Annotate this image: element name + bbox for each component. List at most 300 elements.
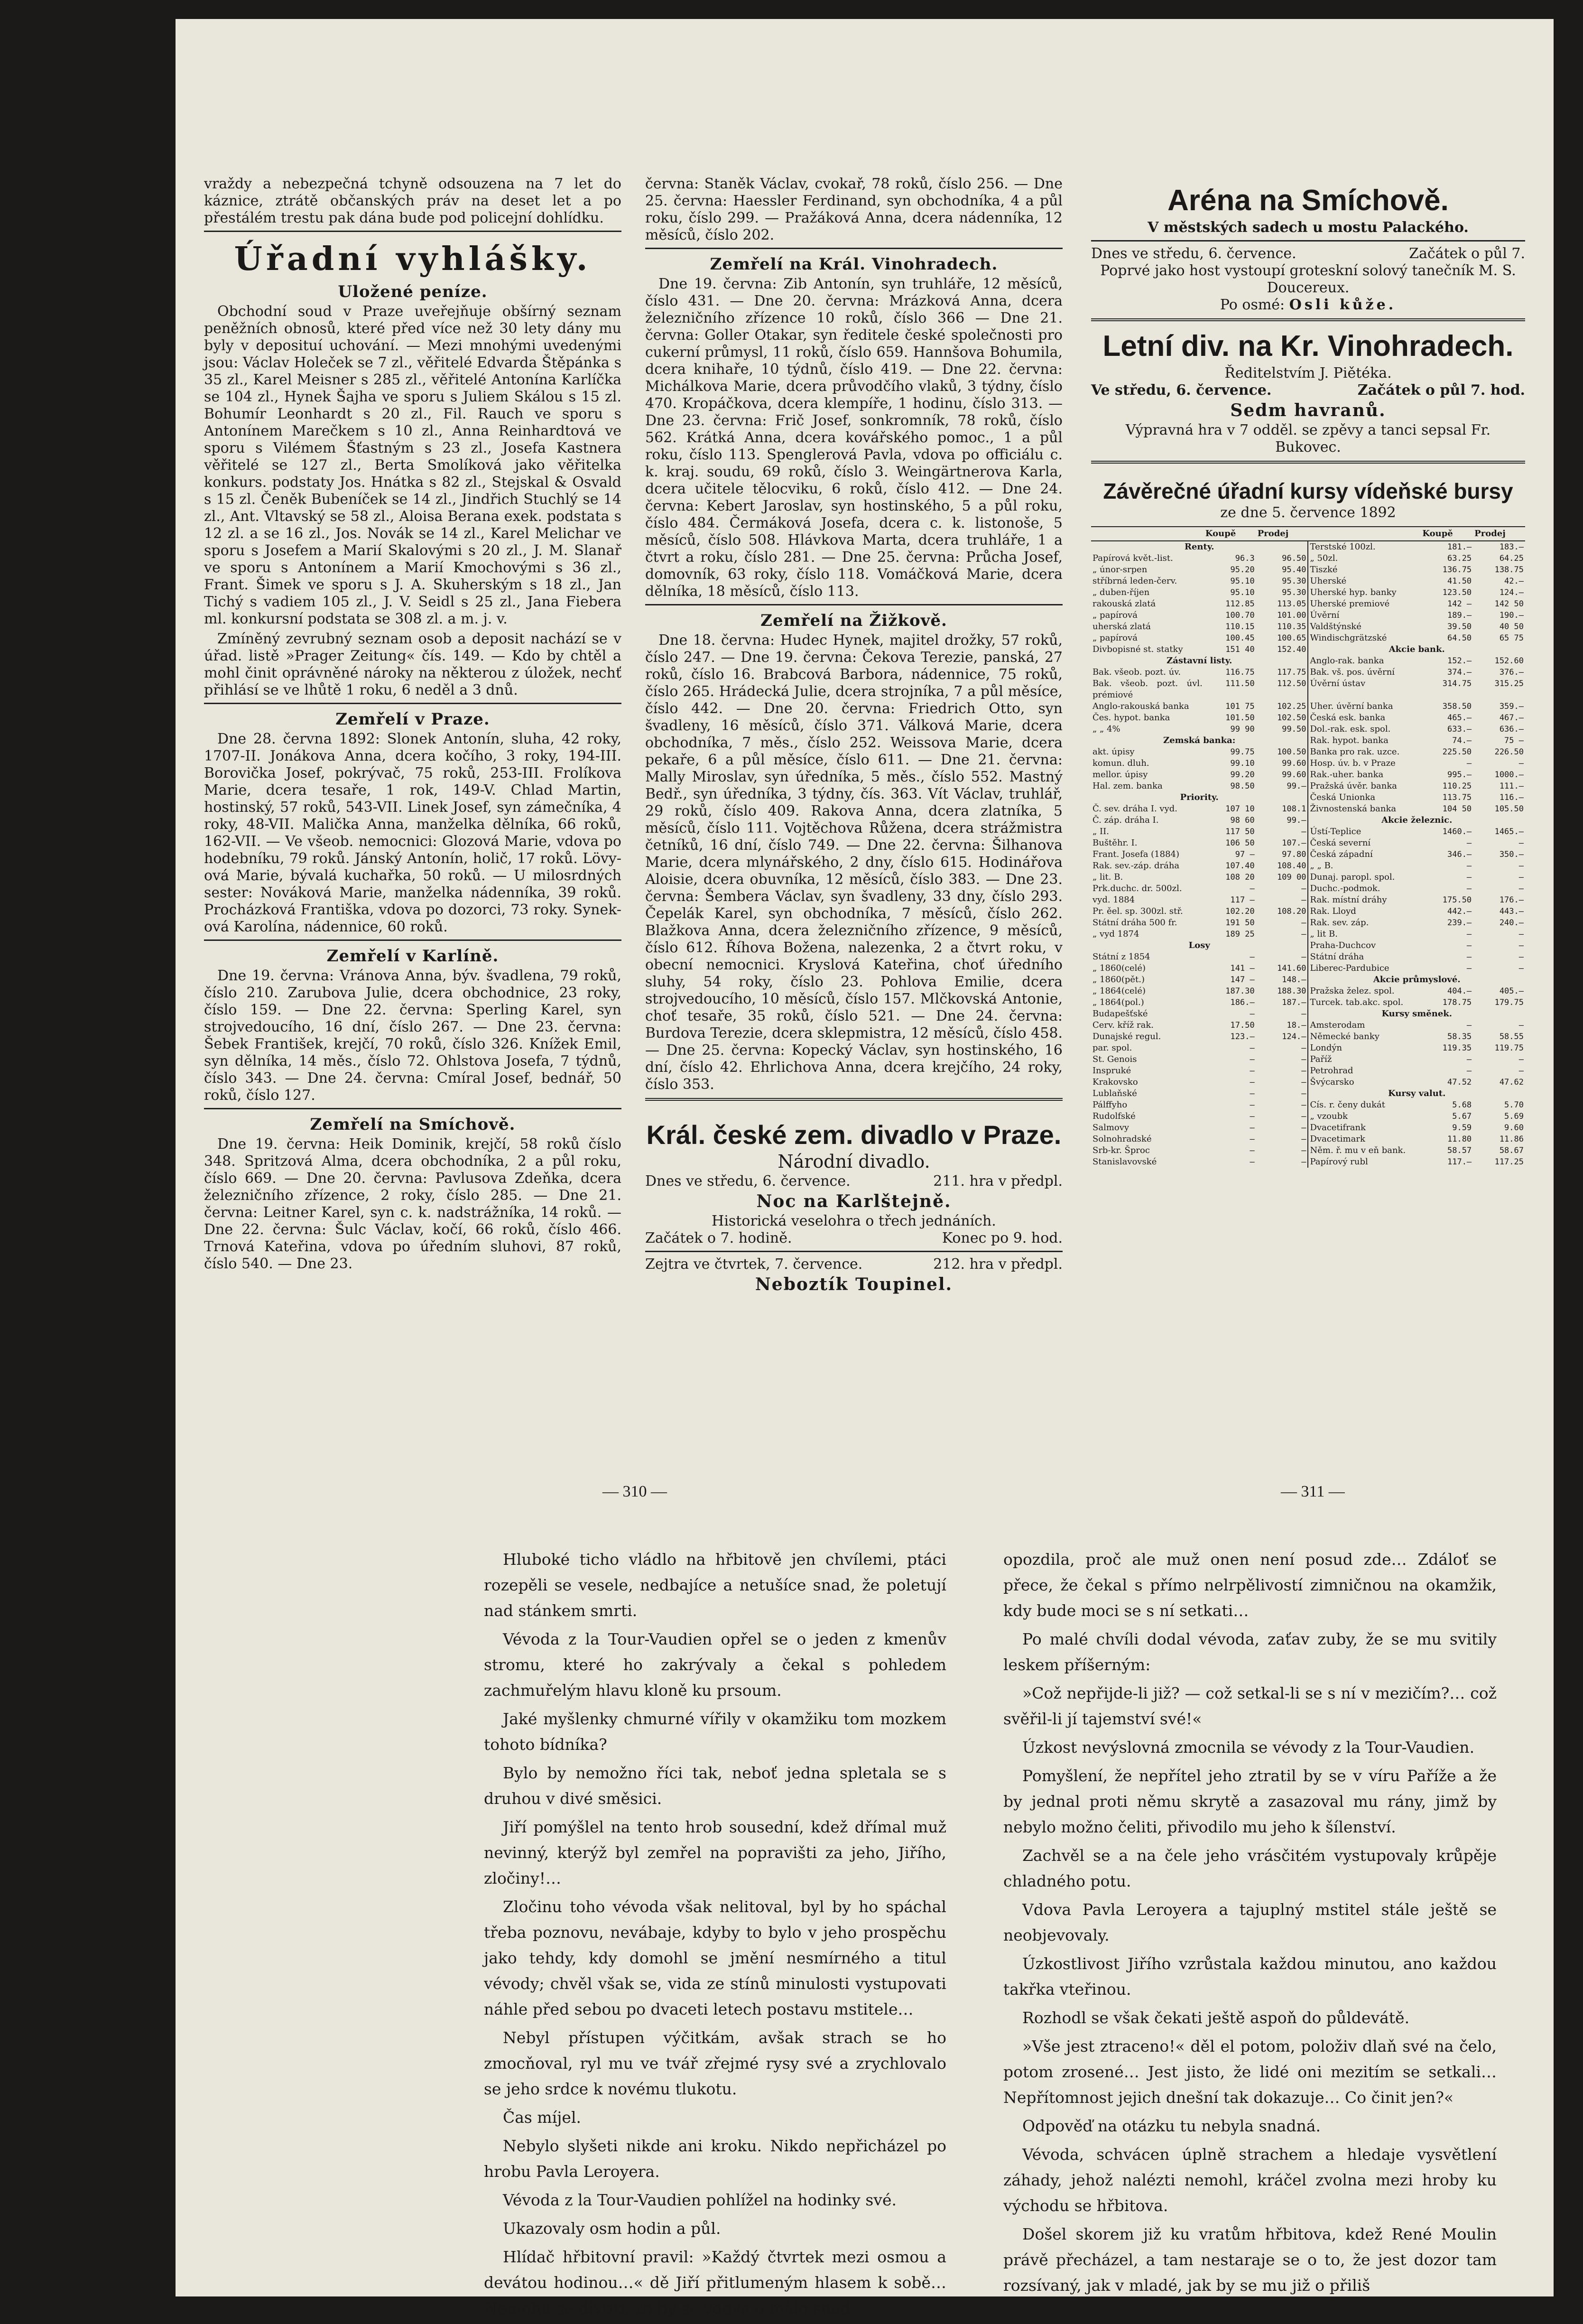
bourse-sell-value: 95.30 [1282, 588, 1306, 597]
bourse-sell-value: 18.— [1287, 1021, 1306, 1030]
bourse-sell-value: 113.05 [1277, 599, 1306, 609]
bourse-section-label: Akcie bank. [1308, 644, 1525, 655]
bourse-security-name: Rak. Lloyd [1308, 906, 1421, 917]
novel-paragraph: Vévoda z la Tour-Vaudien pohlížel na hodinky své. [503, 2191, 897, 2209]
bourse-row [1091, 576, 1525, 587]
bourse-security-name: Úvěrní ústav [1308, 678, 1421, 701]
bourse-security-name: Státní dráha 500 fr. [1092, 918, 1177, 928]
bourse-row [1091, 712, 1525, 724]
novel-paragraph: Jiří pomýšlel na tento hrob sousední, kdež dřímal muž nevinný, kterýž byl zemřel na popravišti za jeho, Jiřího, zločiny!… [484, 1818, 946, 1887]
bourse-header-row [1091, 527, 1525, 541]
bourse-security-name: Amsterodam [1308, 1020, 1421, 1031]
bourse-row [1091, 1008, 1525, 1020]
bourse-section-label: Priority. [1180, 792, 1219, 802]
bourse-sell-value: — [1301, 1146, 1306, 1155]
bourse-security-name: Bak. vš. pos. úvěrní [1308, 667, 1421, 678]
bourse-section-label: Akcie průmyslové. [1308, 974, 1525, 985]
bourse-security-name: mellor. úpisy [1092, 770, 1148, 780]
bourse-security-name: „ vzoubk [1308, 1111, 1421, 1122]
bourse-buy-value: — [1250, 1078, 1255, 1087]
bourse-security-name: Budapešťské [1092, 1009, 1148, 1019]
bourse-buy-value: 187.30 [1225, 986, 1255, 996]
bourse-security-name: Uherské hyp. banky [1308, 587, 1421, 598]
bourse-buy-value: — [1466, 964, 1472, 973]
bourse-security-name: Ústí-Teplice [1308, 826, 1421, 837]
bourse-row [1091, 872, 1525, 883]
bourse-buy-value: 99.10 [1230, 759, 1255, 768]
deposits-paragraph: Obchodní soud v Praze uveřejňuje obšírný seznam peněžních obnosů, které před více než 30 lety dány mu byly v deposituí uchování. — Mezi mnohými uvedenými jsou: Václav Holeček se 7 zl., věřitelé Edvarda Štěpánka s 35 zl., Karel Meisner s 285 zl., věřitelé Antonína Karlíčka se 104 zl., Hynek Šajha ve sporu s Juliem Skálou s 15 zl. Bohumír Leonhardt s 20 zl., Fil. Rauch ve sporu s Antonínem Marečkem s 10 zl., Anna Reinhardtová ve sporu s Vilémem Šťastným s 23 zl., Josefa Kastnera věřitelé se 127 zl., Berta Smolíková jako věřitelka konkurs. podstaty Jos. Hnátka s 82 zl., Stejskal & Osvald s 15 zl. Čeněk Bubeníček se 14 zl., Jindřich Stuchlý se 14 zl., Ant. Vltavský se 58 zl., Aloisa Berana exek. podstata s 12 zl. a se 16 zl., Jos. Novák se 14 zl., Karel Melichar ve sporu s Josefem a Marií Skalovými s 20 zl., J. M. Slanař ve sporu s Antonínem a Marií Kmochovými s 36 zl., Frant. Šimek ve sporu s J. A. Skuherským s 18 zl., Jan Tichý s vadiem 105 zl., J. V. Seidl s 25 zl., Jana Fiebera ml. konkursní podstata se 308 zl. a m. j. v. [204, 303, 621, 627]
novel-column-right [1003, 1547, 1497, 2301]
deaths-vinohrady-text: Dne 19. června: Zib Antonín, syn truhláře, 12 měsíců, číslo 431. — Dne 20. června: Mrázková Anna, dcera železničního zřízence 10 roků, číslo 366 — Dne 21. června: Goller Otakar, syn ředitele české společnosti pro cukerní průmysl, 11 roků, číslo 659. Hannšova Bohumila, dcera knihaře, 10 týdnů, číslo 419. — Dne 22. června: Michálkova Marie, dcera průvodčího vlaků, 3 týdny, číslo 470. Kropáčkova, dcera klempíře, 1 hodinu, číslo 313. — Dne 23. června: Frič Josef, sonkromník, 78 roků, číslo 562. Krátká Anna, dcera kovářského pomoc., 1 a půl roku, číslo 113. Spenglerová Pavla, vdova po officiálu c. k. kraj. soudu, 69 roků, číslo 3. Weingärtnerova Karla, dcera učitele tělocviku, 6 roků, číslo 412. — Dne 24. června: Kebert Jaroslav, syn hostinského, 5 a půl roku, číslo 484. Čermáková Josefa, dcera c. k. listonoše, 5 měsíců, číslo 508. Hlávkova Marta, dcera truhláře, 1 a čtvrt a roku, číslo 281. — Dne 25. června: Průcha Josef, domovník, 63 roky, číslo 118. Vomáčková Marie, dcera dělníka, 18 měsíců, číslo 113. [645, 276, 1063, 600]
bourse-security-name: „ 1860(celé) [1092, 963, 1146, 973]
bourse-buy-value: 5.68 [1452, 1100, 1472, 1110]
bourse-security-name: komun. dluh. [1092, 758, 1149, 768]
novel-paragraph: Vévoda, schvácen úplně strachem a hledaje vysvětlení záhady, jehož nalézti nemohl, kráčel zvolna mezi hroby ku východu se hřbitova. [1003, 2145, 1497, 2215]
bourse-header-name [1091, 527, 1204, 541]
bourse-security-name: „ 1860(pět.) [1092, 975, 1145, 985]
summer-theatre-title: Letní div. na Kr. Vinohradech. [1102, 330, 1514, 363]
novel-paragraph: opozdila, proč ale muž onen není posud zde… Zdáloť se přece, že čekal s přímo nelrpělivostí zimničnou na okamžik, kdy bude moci se s ní setkati… [1003, 1550, 1497, 1620]
bourse-buy-value: — [1250, 1100, 1255, 1110]
bourse-sell-value: — [1301, 952, 1306, 962]
bourse-security-name: Státní z 1854 [1092, 952, 1150, 962]
bourse-sell-value: 176.— [1499, 895, 1524, 905]
bourse-sell-value: — [1518, 1066, 1524, 1076]
deaths-zizkov-text: Dne 18. června: Hudec Hynek, majitel drožky, 57 roků, číslo 247. — Dne 19. června: Čekova Terezie, panská, 27 roků, číslo 16. Brabcová Barbora, nádennice, 75 roků, číslo 265. Hrádecká Julie, dcera strojníka, 7 a půl měsíce, číslo 442. — Dne 20. června: Friedrich Otto, syn švadleny, 16 měsíců, číslo 371. Válková Marie, dcera obchodníka, 7 měs., číslo 252. Weissova Marie, dcera pekaře, 6 a půl měsíce, číslo 611. — Dne 21. června: Mally Miroslav, syn úředníka, 5 měs., číslo 552. Mastný Bedř., syn úředníka, 3 týdny, čís. 363. Vít Václav, truhlář, 29 roků, číslo 409. Rakova Anna, dcera zlatníka, 5 měsíců, číslo 111. Vojtěchova Růžena, dcera strážmistra četníků, 16 dní, číslo 749. — Dne 22. června: Šilhanova Marie, dcera mlynářského, 2 dny, číslo 615. Hodinářova Aloisie, dcera obuvníka, 12 měsíců, číslo 383. — Dne 23. června: Šembera Václav, syn švadleny, 33 dny, číslo 293. Čepelák Karel, syn obchodníka, 7 měsíců, číslo 262. Blažkova Anna, dcera železničního zřízence, 9 měsíců, číslo 612. Říhova Božena, nalezenka, 2 a čtvrt roku, v obecní nemocnici. Kryslová Kateřina, choť úředního sluhy, 54 roky, číslo 23. Pohlova Emilie, dcera strojvedoucího, 10 měsíců, číslo 157. Mlčkovská Antonie, choť tesaře, 35 roků, číslo 521. — Dne 24. června: Burdova Terezie, dcera sklepmistra, 12 měsíců, číslo 458. — Dne 25. června: Kopecký Václav, syn hostinského, 16 dní, číslo 42. Ehrlichova Anna, dcera krejčího, 24 roky, číslo 353. [645, 632, 1063, 1093]
bourse-row [1091, 1156, 1525, 1168]
bourse-security-name: Rak. hypot. banka [1308, 735, 1421, 746]
bourse-sell-value: 315.25 [1494, 679, 1524, 688]
novel-paragraph: Úzkostlivost Jiřího vzrůstala každou minutou, ano každou takřka vteřinou. [1003, 1954, 1497, 1999]
novel-paragraph: Čas míjel. [503, 2108, 581, 2127]
bourse-buy-value: 107 10 [1225, 804, 1255, 814]
bourse-row [1091, 1134, 1525, 1145]
bourse-sell-value: 99.— [1287, 781, 1306, 791]
bourse-buy-value: 108 20 [1225, 873, 1255, 882]
bourse-security-name: Liberec-Pardubice [1308, 963, 1421, 974]
bourse-sell-value: 117.25 [1494, 1157, 1524, 1167]
subheading-deaths-vinohrady: Zemřelí na Král. Vinohradech. [710, 255, 998, 274]
bourse-sell-value: 101.00 [1277, 611, 1306, 620]
bourse-security-name: Bak. všeob. pozt. úvl. prémiové [1092, 679, 1203, 700]
bourse-buy-value: 106 50 [1225, 838, 1255, 848]
bourse-sell-value: 152.40 [1277, 645, 1306, 654]
bourse-section-label: Akcie železnic. [1308, 815, 1525, 826]
bourse-security-name: „ „ B. [1308, 860, 1421, 872]
bourse-row [1091, 758, 1525, 769]
bourse-security-name: Hal. zem. banka [1092, 781, 1163, 791]
bourse-buy-value: 39.50 [1447, 622, 1472, 632]
bourse-row [1091, 803, 1525, 815]
top-page-spread [204, 176, 1525, 1480]
bourse-buy-value: 442.— [1447, 907, 1472, 916]
bourse-body [1091, 541, 1525, 1168]
novel-paragraph: »Což nepřijde-li již? — což setkal-li se s ní v mezičím?… což svěřil-li jí tajemství své!« [1003, 1684, 1497, 1728]
bourse-row [1091, 1088, 1525, 1099]
bourse-security-name: Anglo-rakouská banka [1092, 701, 1189, 711]
bourse-sell-value: 443.— [1499, 907, 1524, 916]
bourse-buy-value: 17.50 [1230, 1021, 1255, 1030]
bourse-security-name: Německé banky [1308, 1031, 1421, 1042]
bourse-buy-value: 225.50 [1442, 747, 1472, 757]
bourse-sell-value: 152.60 [1494, 656, 1524, 666]
theatre-today-perf: 211. hra v předpl. [933, 1173, 1063, 1190]
bourse-security-name: vyd. 1884 [1092, 895, 1135, 905]
bourse-buy-value: 9.59 [1452, 1123, 1472, 1133]
bourse-buy-value: 186.— [1230, 998, 1255, 1007]
bourse-security-name: „ II. [1092, 827, 1109, 837]
bourse-security-name: Cerv. kříž rak. [1092, 1020, 1154, 1030]
column-right [1091, 176, 1525, 1168]
bourse-buy-value: 142 — [1447, 599, 1472, 609]
bourse-section-label: Losy [1188, 940, 1210, 950]
arena-date: Dnes ve středu, 6. července. [1091, 245, 1296, 262]
bourse-sell-value: 142 50 [1494, 599, 1524, 609]
novel-paragraph: Zločinu toho vévoda však nelitoval, byl by ho spáchal třeba poznovu, nevábaje, kdyby to bylo v jeho prospěchu jako tehdy, kdy domohl se jmění nesmírného a titul vévody; chvěl však se, vida ze stínů minulosti vystupovati náhle před sebou po dvaceti letech postavu mstitele… [484, 1897, 946, 2018]
bourse-sell-value: 636.— [1499, 725, 1524, 734]
bourse-row [1091, 632, 1525, 644]
column-middle [645, 176, 1063, 1296]
bourse-buy-value: — [1466, 838, 1472, 848]
bourse-sell-value: — [1301, 918, 1306, 928]
bourse-row [1091, 1099, 1525, 1111]
bourse-sell-value: 105.50 [1494, 804, 1524, 814]
novel-paragraph: Zachvěl se a na čele jeho vrásčitém vystupovaly krůpěje chladného potu. [1003, 1846, 1497, 1890]
bourse-security-name: „ vyd 1874 [1092, 929, 1139, 939]
bourse-row [1091, 985, 1525, 997]
bourse-row [1091, 1122, 1525, 1134]
bourse-buy-value: — [1250, 1055, 1255, 1064]
bourse-sell-value: — [1518, 941, 1524, 950]
bourse-sell-value: 97.80 [1282, 850, 1306, 859]
bourse-table [1091, 526, 1525, 1168]
bourse-sell-value: 117.75 [1277, 668, 1306, 677]
bourse-row [1091, 644, 1525, 655]
bourse-security-name: Rak. sev.-záp. dráha [1092, 861, 1180, 871]
bourse-sell-value: — [1301, 1043, 1306, 1053]
theatre-start: Začátek o 7. hodině. [645, 1230, 792, 1246]
page-number-right: — 311 — [1281, 1483, 1345, 1500]
bourse-buy-value: — [1466, 1066, 1472, 1076]
bourse-row [1091, 826, 1525, 837]
novel-paragraph: Hluboké ticho vládlo na hřbitově jen chvílemi, ptáci rozepěli se vesele, nedbajíce a netušíce snad, že poletují nad stánkem smrti. [484, 1550, 946, 1620]
theatre-today-play: Noc na Karlštejně. [756, 1191, 952, 1211]
bourse-sell-value: 187.— [1282, 998, 1306, 1007]
bourse-sell-value: 58.55 [1499, 1032, 1524, 1041]
bourse-row [1091, 746, 1525, 758]
bourse-security-name: „ 1864(celé) [1092, 986, 1146, 996]
bourse-security-name: akt. úpisy [1092, 747, 1135, 757]
bourse-buy-value: 189 25 [1225, 930, 1255, 939]
novel-paragraph: Bylo by nemožno říci tak, neboť jedna spletala se s druhou v divé směsici. [484, 1764, 946, 1808]
bourse-row [1091, 769, 1525, 781]
bourse-row [1091, 667, 1525, 678]
bourse-buy-value: 102.20 [1225, 907, 1255, 916]
bourse-row [1091, 541, 1525, 553]
novel-paragraph: Vévoda z la Tour-Vaudien opřel se o jeden z kmenův stromu, které ho zakrývaly a čekal s pohledem zachmuřelým hlavu kloně ku prsoum. [484, 1630, 946, 1700]
divider-double [645, 1098, 1063, 1101]
bourse-row [1091, 1077, 1525, 1088]
bourse-sell-value: 110.35 [1277, 622, 1306, 632]
bourse-security-name: St. Genois [1092, 1054, 1137, 1064]
bourse-security-name: Česká esk. banka [1308, 712, 1421, 724]
bourse-buy-value: 178.75 [1442, 998, 1472, 1007]
bourse-sell-value: 240.— [1499, 918, 1524, 928]
bourse-row [1091, 929, 1525, 940]
bourse-security-name: Dvacetimark [1308, 1134, 1421, 1145]
bourse-buy-value: 100.70 [1225, 611, 1255, 620]
bourse-row [1091, 1020, 1525, 1031]
novel-paragraph: Hlídač hřbitovní pravil: »Každý čtvrtek mezi osmou a devátou hodinou…« dě Jiří přitlumeným hlasem k sobě… Nemohu se dívtiti, že by se vdova o málo snad [484, 2248, 946, 2317]
bourse-sell-value: 99.50 [1282, 725, 1306, 734]
bourse-security-name: Uherské premiové [1308, 598, 1421, 610]
bourse-sell-value: — [1518, 1021, 1524, 1030]
bourse-buy-value: — [1466, 884, 1472, 893]
bourse-security-name: Živnostenská banka [1308, 803, 1421, 815]
bourse-buy-value: 404.— [1447, 986, 1472, 996]
arena-title: Aréna na Smíchově. [1167, 184, 1449, 217]
bourse-header-buy: Koupě [1204, 527, 1256, 541]
bourse-row [1091, 997, 1525, 1008]
bourse-sell-value: 467.— [1499, 713, 1524, 723]
bourse-buy-value: 117 — [1230, 895, 1255, 905]
bourse-sell-value: 99.60 [1282, 770, 1306, 780]
bourse-sell-value: 116.— [1499, 793, 1524, 802]
bourse-security-name: Terstské 100zl. [1308, 541, 1421, 553]
bourse-sell-value: 1465.— [1494, 827, 1524, 837]
bourse-security-name: Anglo-rak. banka [1308, 655, 1421, 667]
novel-paragraph: Rozhodl se však čekati ještě aspoň do půldevátě. [1022, 2008, 1410, 2027]
bourse-buy-value: 358.50 [1442, 702, 1472, 711]
bourse-buy-value: — [1250, 1089, 1255, 1098]
subheading-deaths-smichov: Zemřelí na Smíchově. [310, 1115, 516, 1134]
bourse-sell-value: — [1301, 1055, 1306, 1064]
bourse-security-name: Turcek. tab.akc. spol. [1308, 997, 1421, 1008]
bourse-section-label: Zemská banka: [1163, 735, 1236, 745]
bourse-sell-value: 5.70 [1504, 1100, 1524, 1110]
bourse-sell-value: 376.— [1499, 668, 1524, 677]
divider-double [1091, 461, 1525, 464]
bourse-buy-value: 112.85 [1225, 599, 1255, 609]
bourse-security-name: Tiszké [1308, 564, 1421, 576]
bourse-header-sell-2: Prodej [1473, 527, 1525, 541]
bourse-row [1091, 1145, 1525, 1156]
bourse-row [1091, 1031, 1525, 1042]
bourse-security-name: Pražska želez. spol. [1308, 985, 1421, 997]
bourse-sell-value: 188.30 [1277, 986, 1306, 996]
bourse-buy-value: — [1466, 930, 1472, 939]
column-left [204, 176, 621, 1275]
divider [204, 1108, 621, 1109]
bourse-security-name: Valdštýnské [1308, 621, 1421, 632]
bourse-sell-value: 109 00 [1277, 873, 1306, 882]
arena-start: Začátek o půl 7. [1409, 245, 1525, 262]
bourse-sell-value: — [1301, 1112, 1306, 1121]
bourse-row [1091, 678, 1525, 701]
bourse-security-name: Dunaj. paropl. spol. [1308, 872, 1421, 883]
deaths-prague-text: Dne 28. června 1892: Slonek Antonín, sluha, 42 roky, 1707-II. Jonákova Anna, dcera kočího, 3 roky, 194-III. Borovička Josef, pokrývač, 75 roků, 253-III. Frolíkova Marie, dcera tesaře, 1 rok, 149-V. Chlad Martin, hostinský, 57 roků, 543-VII. Linek Josef, syn zámečníka, 4 roky, 48-VII. Malička Anna, manželka dělníka, 66 roků, 162-VII. — Ve všeob. nemocnici: Glozová Marie, vdova po hodebníku, 79 roků. Jánský Antonín, holič, 17 roků. Lövy-ová Marie, bývalá kuchařka, 50 roků. — U milosrdných sester: Nováková Marie, manželka nádenníka, 39 roků. Procházková Františka, vdova po dozorci, 73 roky. Synek-ová Karolína, nádennice, 60 roků. [204, 731, 621, 935]
bourse-security-name: Duchc.-podmok. [1308, 883, 1421, 894]
bourse-buy-value: 119.35 [1442, 1043, 1472, 1053]
bourse-sell-value: — [1301, 1078, 1306, 1087]
arena-subtitle: V městských sadech u mostu Palackého. [1148, 219, 1469, 236]
bourse-security-name: „ únor-srpen [1092, 565, 1148, 575]
bourse-security-name: Srb-kr. Šproc [1092, 1145, 1150, 1155]
bourse-sell-value: 124.— [1282, 1032, 1306, 1041]
bourse-buy-value: 175.50 [1442, 895, 1472, 905]
bourse-security-name: Londýn [1308, 1042, 1421, 1054]
bourse-sell-value: 108.20 [1277, 907, 1306, 916]
theatre-tomorrow-row [645, 1256, 1063, 1273]
bourse-row [1091, 963, 1525, 974]
bourse-security-name: Buštěhr. I. [1092, 838, 1138, 848]
bourse-security-name: Pálffyho [1092, 1100, 1128, 1110]
bourse-sell-value: 141.60 [1277, 964, 1306, 973]
deaths-karlin-text: Dne 19. června: Vránova Anna, býv. švadlena, 79 roků, číslo 210. Zarubova Julie, dcera obchodnice, 23 roky, číslo 159. — Dne 22. června: Sperling Karel, syn strojvedoucího, 16 dní, číslo 267. — Dne 23. června: Šebek František, krejčí, 70 roků, číslo 326. Knížek Emil, syn dělníka, 14 měs., číslo 72. Ohlstova Josefa, 7 týdnů, číslo 343. — Dne 24. června: Cmíral Josef, bednář, 50 roků, číslo 127. [204, 967, 621, 1104]
divider [645, 1251, 1063, 1252]
bourse-buy-value: 63.25 [1447, 554, 1472, 563]
theatre-today-genre: Historická veselohra o třech jednáních. [712, 1213, 996, 1229]
deposits-note: Zmíněný zevrubný seznam osob a deposit nachází se v úřad. listě »Prager Zeitung« čís. 149. — Kdo by chtěl a mohl činit oprávněné nároky na některou z úložek, nechť přihlásí se ve lhůtě 1 roku, 6 neděl a 3 dnů. [204, 631, 621, 698]
bourse-buy-value: 123.— [1230, 1032, 1255, 1041]
bourse-row [1091, 781, 1525, 792]
bourse-row [1091, 701, 1525, 712]
divider [204, 231, 621, 232]
bourse-sell-value: — [1518, 930, 1524, 939]
bourse-security-name: Státní dráha [1308, 951, 1421, 963]
bourse-buy-value: — [1250, 952, 1255, 962]
newspaper-spread [176, 19, 1554, 2317]
bourse-sell-value: 1000.— [1494, 770, 1524, 780]
bourse-row [1091, 951, 1525, 963]
section-heading-notices: Úřadní vyhlášky. [234, 240, 592, 278]
bourse-sell-value: 95.30 [1282, 576, 1306, 586]
bourse-security-name: „ 50zl. [1308, 553, 1421, 564]
bourse-row [1091, 1042, 1525, 1054]
bourse-security-name: uherská zlatá [1092, 622, 1151, 632]
page-number-left: — 310 — [602, 1483, 667, 1500]
bourse-buy-value: — [1250, 1134, 1255, 1144]
bourse-row [1091, 553, 1525, 564]
novel-paragraph: Ukazovaly osm hodin a půl. [503, 2219, 721, 2238]
bourse-buy-value: 189.— [1447, 611, 1472, 620]
bourse-buy-value: — [1466, 873, 1472, 882]
deaths-smichov-cont: června: Staněk Václav, cvokař, 78 roků, číslo 256. — Dne 25. června: Haessler Ferdinand, syn obchodníka, 4 a půl roku, číslo 299. — Pražáková Anna, dcera nádenníka, 12 měsíců, číslo 202. [645, 176, 1063, 243]
bourse-security-name: Č. záp. dráha I. [1092, 815, 1159, 825]
bourse-buy-value: 152.— [1447, 656, 1472, 666]
bourse-sell-value: 100.65 [1277, 633, 1306, 643]
bourse-security-name: Dunajské regul. [1092, 1032, 1161, 1041]
bourse-security-name: „ papírová [1092, 610, 1138, 620]
bourse-row [1091, 974, 1525, 985]
bourse-sell-value: 359.— [1499, 702, 1524, 711]
bourse-sell-value: 42.— [1504, 576, 1524, 586]
bourse-buy-value: 123.50 [1442, 588, 1472, 597]
novel-paragraph: Po malé chvíli dodal vévoda, zaťav zuby, že se mu svitily leskem příšerným: [1003, 1630, 1497, 1674]
bourse-buy-value: 64.50 [1447, 633, 1472, 643]
bourse-sell-value: 65 75 [1499, 633, 1524, 643]
bourse-sell-value: — [1301, 1157, 1306, 1167]
bourse-sell-value: — [1518, 861, 1524, 871]
bourse-buy-value: 74.— [1452, 736, 1472, 745]
bourse-security-name: Česká západní [1308, 849, 1421, 860]
summer-start: Začátek o půl 7. hod. [1357, 382, 1525, 399]
bourse-sell-value: 102.25 [1277, 702, 1306, 711]
bourse-sell-value: — [1518, 952, 1524, 962]
arena-date-row [1091, 245, 1525, 262]
bourse-row [1091, 587, 1525, 598]
bourse-sell-value: 112.50 [1277, 679, 1306, 688]
bourse-security-name: Bak. všeob. pozt. úv. [1092, 667, 1181, 677]
bourse-sell-value: 64.25 [1499, 554, 1524, 563]
theatre-times-row [645, 1230, 1063, 1247]
bourse-buy-value: 995.— [1447, 770, 1472, 780]
bourse-row [1091, 610, 1525, 621]
novel-column-left [484, 1547, 946, 2324]
novel-paragraph: »Vše jest ztraceno!« děl el potom, položiv dlaň své na čelo, potom zrosené… Jest jisto, že lidé oni mezitím se setkali… Nepřítomnost jejich dnešní tak dokazuje… Co činit jen?« [1003, 2037, 1497, 2107]
bourse-sell-value: 119.75 [1494, 1043, 1524, 1053]
bourse-security-name: Solnohradské [1092, 1134, 1152, 1144]
bourse-row [1091, 906, 1525, 917]
bourse-buy-value: 110.15 [1225, 622, 1255, 632]
bourse-security-name: Praha-Duchcov [1308, 940, 1421, 951]
bourse-sell-value: 58.67 [1499, 1146, 1524, 1155]
novel-paragraph: Jaké myšlenky chmurné vířily v okamžiku tom mozkem tohoto bídníka? [484, 1710, 946, 1754]
bourse-section-label: Renty. [1185, 542, 1214, 552]
divider [204, 939, 621, 941]
bourse-header-name-2 [1308, 527, 1421, 541]
bourse-sell-value: — [1301, 1066, 1306, 1076]
bourse-sell-value: 9.60 [1504, 1123, 1524, 1133]
bourse-security-name: Prk.duchc. dr. 500zl. [1092, 883, 1182, 893]
bourse-buy-value: 99 90 [1230, 725, 1255, 734]
novel-paragraph: Pomyšlení, že nepřítel jeho ztratil by se v víru Paříže a že by jednal proti němu skrytě a zasazoval mu rány, jimž by nebylo možno čeliti, přivodilo mu jeho k šílenství. [1003, 1766, 1497, 1836]
bourse-sell-value: — [1518, 873, 1524, 882]
bourse-security-name: Rak.-uher. banka [1308, 769, 1421, 781]
bourse-row [1091, 940, 1525, 951]
bourse-security-name: Frant. Josefa (1884) [1092, 849, 1180, 859]
bourse-buy-value: 97 — [1235, 850, 1255, 859]
bourse-sell-value: 183.— [1499, 542, 1524, 552]
bourse-header-buy-2: Koupě [1421, 527, 1473, 541]
theatre-today-row [645, 1173, 1063, 1190]
bourse-header-sell: Prodej [1256, 527, 1308, 541]
bourse-buy-value: 116.75 [1225, 668, 1255, 677]
bourse-section-label: Kursy valut. [1308, 1088, 1525, 1099]
novel-paragraph: Došel skorem již ku vratům hřbitova, kdež René Moulin právě přecházel, a tam nestaraje se o to, že jest dozor tam rozsívaný, jak v mladé, jak by se mu již o přiliš [1003, 2225, 1497, 2295]
bourse-security-name: Lublaňské [1092, 1088, 1137, 1098]
bourse-row [1091, 598, 1525, 610]
divider-double [1091, 318, 1525, 321]
bourse-sell-value: 11.86 [1499, 1134, 1524, 1144]
theatre-today-date: Dnes ve středu, 6. července. [645, 1173, 851, 1190]
bourse-sell-value: — [1301, 1134, 1306, 1144]
bourse-sell-value: 99.60 [1282, 759, 1306, 768]
bourse-buy-value: 96.3 [1235, 554, 1255, 563]
bourse-security-name: Č. sev. dráha I. vyd. [1092, 804, 1177, 814]
bourse-buy-value: — [1466, 861, 1472, 871]
bourse-security-name: stříbrná leden-červ. [1092, 576, 1177, 586]
bourse-row [1091, 849, 1525, 860]
bourse-sell-value: 75 — [1504, 736, 1524, 745]
bourse-security-name: Petrohrad [1308, 1065, 1421, 1077]
bourse-sell-value: — [1301, 895, 1306, 905]
theatre-end: Konec po 9. hod. [942, 1230, 1063, 1246]
bourse-security-name: Uher. úvěrní banka [1308, 701, 1421, 712]
bourse-buy-value: 100.45 [1225, 633, 1255, 643]
bourse-buy-value: — [1466, 1021, 1472, 1030]
bourse-security-name: Dol.-rak. esk. spol. [1308, 724, 1421, 735]
